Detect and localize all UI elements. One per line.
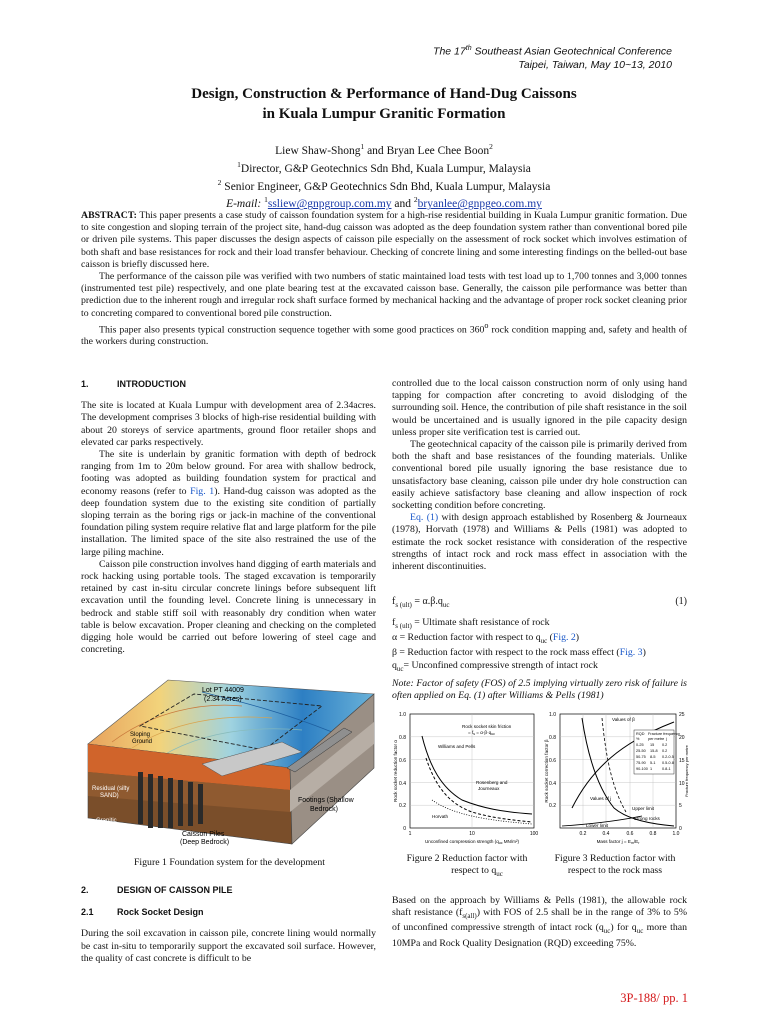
fig2-xtick-10: 10: [469, 831, 475, 837]
fig3-label-lower: Lower limit: [586, 823, 608, 828]
fig1-bedrock-label: Bedrock): [310, 806, 339, 813]
paper-title: Design, Construction & Performance of Hand-Dug Caissons in Kuala Lumpur Granitic Formation: [191, 86, 577, 122]
left-column-intro: [81, 378, 376, 656]
svg-text:0.2: 0.2: [662, 749, 668, 753]
fig3-table-head-per-metre: per metre: [648, 737, 665, 741]
figure-2-chart: [392, 708, 540, 848]
eq1-link[interactable]: Eq. (1): [410, 512, 439, 524]
page-number: 3P-188/ pp. 1: [620, 991, 688, 1005]
svg-text:25-50: 25-50: [636, 749, 646, 753]
fig3-table-head-j: j: [666, 737, 667, 741]
figure-1-foundation-diagram: [82, 672, 377, 848]
fig3-link[interactable]: Fig. 3: [619, 647, 643, 659]
figure-1-caption: Figure 1 Foundation system for the development: [133, 857, 325, 868]
svg-text:15: 15: [650, 743, 655, 747]
def-beta: β = Reduction factor with respect to the rock mass effect (Fig. 3): [392, 647, 646, 659]
section-2-1-p1: During the soil excavation in caisson pile, concrete lining would normally be cast in-situ to temporarily support the excavated soil surface. However, the quality of cast concrete is difficult to be: [81, 928, 376, 964]
fig3-label-values-j: Values of j: [590, 796, 612, 801]
fig3-ytick-0.6: 0.6: [549, 758, 556, 764]
figure-3-caption: Figure 3 Reduction factor with respect to the rock mass: [554, 853, 676, 876]
affiliation-2: $^2$ Senior Engineer, G&P Geotechnics Sdn Bhd, Kuala Lumpur, Malaysia: [217, 177, 551, 193]
fig1-caisson-label: Caisson Piles: [182, 831, 225, 838]
svg-text:15-8: 15-8: [650, 749, 658, 753]
fig1-ground-label: Ground: [132, 739, 153, 745]
abstract: [81, 210, 687, 349]
fig1-residual-label: Residual (silty: [92, 786, 130, 792]
fig3-table-row: [636, 743, 667, 747]
fig2-ytick-1.0: 1.0: [399, 712, 406, 718]
fig2-ytick-0.6: 0.6: [399, 758, 406, 764]
fig3-y2tick-10: 10: [679, 781, 685, 787]
fig2-legend-line2: = $f_s = \alpha\cdot\beta\cdot q_{uc}$: [468, 730, 495, 736]
fig2-label-williams: Williams and Pells: [438, 744, 476, 749]
conference-header: [433, 42, 672, 72]
fig1-link[interactable]: Fig. 1: [190, 485, 215, 497]
svg-text:90-100: 90-100: [636, 767, 648, 771]
conference-location: Taipei, Taiwan, May 10~13, 2010: [518, 58, 672, 71]
fig1-granitic-bedrock-label: Bedrock: [96, 825, 119, 831]
svg-text:0.8-1: 0.8-1: [662, 767, 671, 771]
fig3-ytick-0.4: 0.4: [549, 781, 556, 787]
left-column-section2: [81, 884, 376, 965]
fig3-ytick-0.2: 0.2: [549, 803, 556, 809]
fig3-xtick-0.2: 0.2: [579, 831, 587, 837]
fig2-ytick-0.2: 0.2: [399, 803, 406, 809]
fig3-label-strong: Strong rocks: [634, 816, 660, 821]
svg-text:50-75: 50-75: [636, 755, 646, 759]
section-2-heading: 2. DESIGN OF CAISSON PILE: [81, 885, 233, 895]
fig3-xtick-0.8: 0.8: [649, 831, 657, 837]
svg-text:0-25: 0-25: [636, 743, 644, 747]
fig2-label-rosenberg: Rosenberg and: [476, 780, 508, 785]
svg-text:5-1: 5-1: [650, 761, 656, 765]
fig3-ylabel: Rock socket correction factor β: [544, 739, 549, 803]
svg-text:8-5: 8-5: [650, 755, 656, 759]
fig2-xtick-1: 1: [408, 831, 412, 837]
fig3-y2tick-5: 5: [679, 803, 682, 809]
fig3-table-row: [636, 755, 674, 759]
fig2-ylabel: Rock socket reduction factor α: [393, 740, 398, 802]
fig3-xtick-0.4: 0.4: [602, 831, 610, 837]
fig2-label-horvath: Horvath: [432, 814, 449, 819]
fig1-acres-label: (2.34 Acres): [204, 696, 242, 703]
svg-text:1: 1: [650, 767, 653, 771]
affiliation-1: $^1$Director, G&P Geotechnics Sdn Bhd, Kuala Lumpur, Malaysia: [237, 159, 531, 175]
equation-definitions: [392, 617, 687, 675]
figure-3-chart: [542, 708, 690, 848]
fig3-ytick-0.8: 0.8: [549, 735, 556, 741]
fig3-table-head-ff: Fracture frequency: [648, 732, 680, 736]
fig2-ytick-0.4: 0.4: [399, 781, 406, 787]
fig3-y2tick-0: 0: [679, 826, 682, 832]
fig1-sloping-label: Sloping: [130, 732, 151, 738]
fig1-deep-bedrock-label: (Deep Bedrock): [180, 839, 230, 846]
equation-1: $f_{s (ult)} = \alpha.\beta.q_{uc}$ (1): [392, 596, 687, 609]
fig3-xlabel: Mass factor $j = E_m/E_r$: [596, 839, 640, 845]
right-p4: Based on the approach by Williams & Pells (1981), the allowable rock shaft resistance $(f_{s(all)})$ with FOS of 2.5 shall be in the range of 3% to 5% of unconfined compressive strength of intact rock $(q_{uc})$ for $q_{uc}$ more than 10MPa and Rock Quality Designation (RQD) exceeding 75%.: [392, 895, 688, 949]
fig3-table-head-pct: %: [636, 737, 640, 741]
fos-note: Note: Factor of safety (FOS) of 2.5 implying virtually zero risk of failure is often applied on Eq. (1) after Williams & Pells (1981): [392, 678, 687, 702]
fig1-lot-label: Lot PT 44009: [202, 687, 244, 694]
email-line: E-mail: $^1$ssliew@gnpgroup.com.my and $^2$bryanlee@gnpgeo.com.my: [226, 195, 542, 211]
fig2-link[interactable]: Fig. 2: [552, 632, 576, 644]
fig3-xtick-1.0: 1.0: [672, 831, 680, 837]
right-p2: The geotechnical capacity of the caisson pile is primarily derived from both the shaft and base resistances of the founding materials. Unlike conventional bored pile usually ignoring the base resistance due to unsatisfactory base cleaning, caisson pile under dry hole construction can easily achieve satisfactory base cleaning and allow inspection of rock socketting condition before concreting.: [392, 439, 687, 512]
fig3-table-head-rqd: RQD: [636, 732, 645, 736]
right-p3: Eq. (1) with design approach established by Rosenberg & Journeaux (1978), Horvath (1978) and Williams & Pells (1981) was adopted to estimate the rock socket resistance with consideration of the respective strengths of intact rock and rock mass effect in association with the inherent discontinuities.: [392, 512, 687, 573]
svg-text:0.2: 0.2: [662, 743, 668, 747]
svg-text:75-90: 75-90: [636, 761, 646, 765]
fig3-y2tick-15: 15: [679, 758, 685, 764]
fig2-xtick-100: 100: [529, 831, 539, 837]
fig3-table-row: [636, 749, 667, 753]
fig3-table-row: [636, 761, 674, 765]
svg-text:0.2-0.5: 0.2-0.5: [662, 755, 674, 759]
abstract-p1: ABSTRACT: This paper presents a case study of caisson foundation system for a high-rise residential building in Kuala Lumpur granitic formation. Due to site congestion and sloping terrain of the project site, hand-dug caisson was adopted as the deep foundation system rather than conventional bored pile or driven pile systems. This paper discusses the design aspects of caisson pile especially on the assessment of rock socket which involves estimation of both shaft and base resistances for rock and their load transfer behaviour. Checking of concrete lining and some interesting findings on the belled-out base caisson is briefly discussed here.: [81, 210, 687, 270]
def-alpha: α = Reduction factor with respect to $q_{uc}$ (Fig. 2): [392, 632, 580, 646]
fig2-legend-line1: Rock socket skin friction: [462, 724, 512, 729]
abstract-p2: The performance of the caisson pile was verified with two numbers of static maintained load tests with test load up to 1,700 tonnes and 3,000 tonnes (instrumented test pile) respectively, and one plate bearing test at the excavated caisson base. Generally, the caisson pile performance was better than prediction due to the inherent rough and irregular rock shaft surface formed by mechanical hacking and the advantage of proper rock socket cleaning prior to concreting compared to conventional bored pile construction.: [81, 271, 687, 319]
fig2-ytick-0: 0: [403, 826, 406, 832]
fig3-label-upper: Upper limit: [632, 806, 654, 811]
fig3-xtick-0.6: 0.6: [626, 831, 634, 837]
email-link-2[interactable]: bryanlee@gnpgeo.com.my: [417, 198, 542, 211]
intro-p3: Caisson pile construction involves hand digging of earth materials and rock hacking using portable tools. The staged excavation is temporarily retained by cast in-situ circular concrete linings before subsequent lift excavation until the founding level. Concrete lining is unnecessary in bedrock and stable stiff soil with reasonably dry condition when water table is below excavation. Proper cleaning and checking on the completed digging hole would be carried out before lowering of steel cage and concreting.: [81, 558, 376, 656]
figure-2-caption: Figure 2 Reduction factor with respect to $q_{uc}$: [406, 853, 528, 878]
fig3-ylabel2: Fracture frequency per metre: [684, 745, 689, 797]
fig3-label-values-beta: Values of β: [612, 717, 635, 722]
conference-name: The 17th Southeast Asian Geotechnical Conference: [433, 45, 672, 58]
def-fs: $f_{s (ult)}$ = Ultimate shaft resistance of rock: [392, 617, 550, 630]
fig1-sand-label: SAND): [100, 793, 119, 799]
email-link-1[interactable]: ssliew@gnpgroup.com.my: [267, 198, 392, 211]
right-column-fs-range: [392, 895, 687, 950]
fig3-rqd-table: [634, 730, 680, 774]
svg-text:0.5-0.8: 0.5-0.8: [662, 761, 674, 765]
right-column-text: [392, 378, 687, 573]
fig3-y2tick-20: 20: [679, 735, 685, 741]
fig2-label-journeaux: Journeaux: [478, 786, 500, 791]
def-quc: $q_{uc}=$ Unconfined compressive strength of intact rock: [392, 659, 598, 673]
fig2-ytick-0.8: 0.8: [399, 735, 406, 741]
fig1-footings-label: Footings (Shallow: [298, 797, 354, 804]
fig2-xlabel: Unconfined compression strength ($q_{uc}$ MN/m²): [424, 839, 520, 845]
fig3-ytick-1.0: 1.0: [549, 712, 556, 718]
intro-p1: The site is located at Kuala Lumpur with development area of 2.34acres. The development comprises 3 blocks of high-rise residential building with about 20 storeys of service apartments, ground floor retailer shops and elevated car parks respectively.: [81, 400, 376, 448]
section-1-heading: 1. INTRODUCTION: [81, 379, 186, 389]
section-2-1-heading: 2.1 Rock Socket Design: [81, 907, 204, 918]
intro-p2: The site is underlain by granitic formation with depth of bedrock ranging from 1m to 20m below ground. For area with shallow bedrock, footing was adopted as building foundation system for practical and economy reasons (refer to Fig. 1). Hand-dug caisson was adopted as the deep foundation system due to the existing site condition of partially sloping terrain as the boring rigs or jack-in machine of the conventional foundation piling system require relative flat and large platform for the pile installation. The limited space of the site also restrained the use of the large piling machine.: [81, 449, 376, 558]
equation-number: (1): [675, 596, 687, 607]
fig1-granitic-label: Granitic: [96, 818, 117, 824]
abstract-p3: This paper also presents typical construction sequence together with some good practices on 360$^o$ rock condition mapping and, safety and health of the workers during construction.: [81, 320, 687, 348]
fig3-y2tick-25: 25: [679, 712, 685, 718]
right-p1: controlled due to the local caisson construction norm of only using hand tapping for compaction after concreting to avoid dislodging of the surrounding soil. Hence, the contribution of pile shaft resistance in the soil would be uncertained and is usually ignored in the pile capacity design unless proper site verification test is carried out.: [392, 378, 687, 438]
author-names: Liew Shaw-Shong$^1$ and Bryan Lee Chee Boon$^2$: [275, 142, 493, 157]
author-block: [80, 140, 688, 211]
